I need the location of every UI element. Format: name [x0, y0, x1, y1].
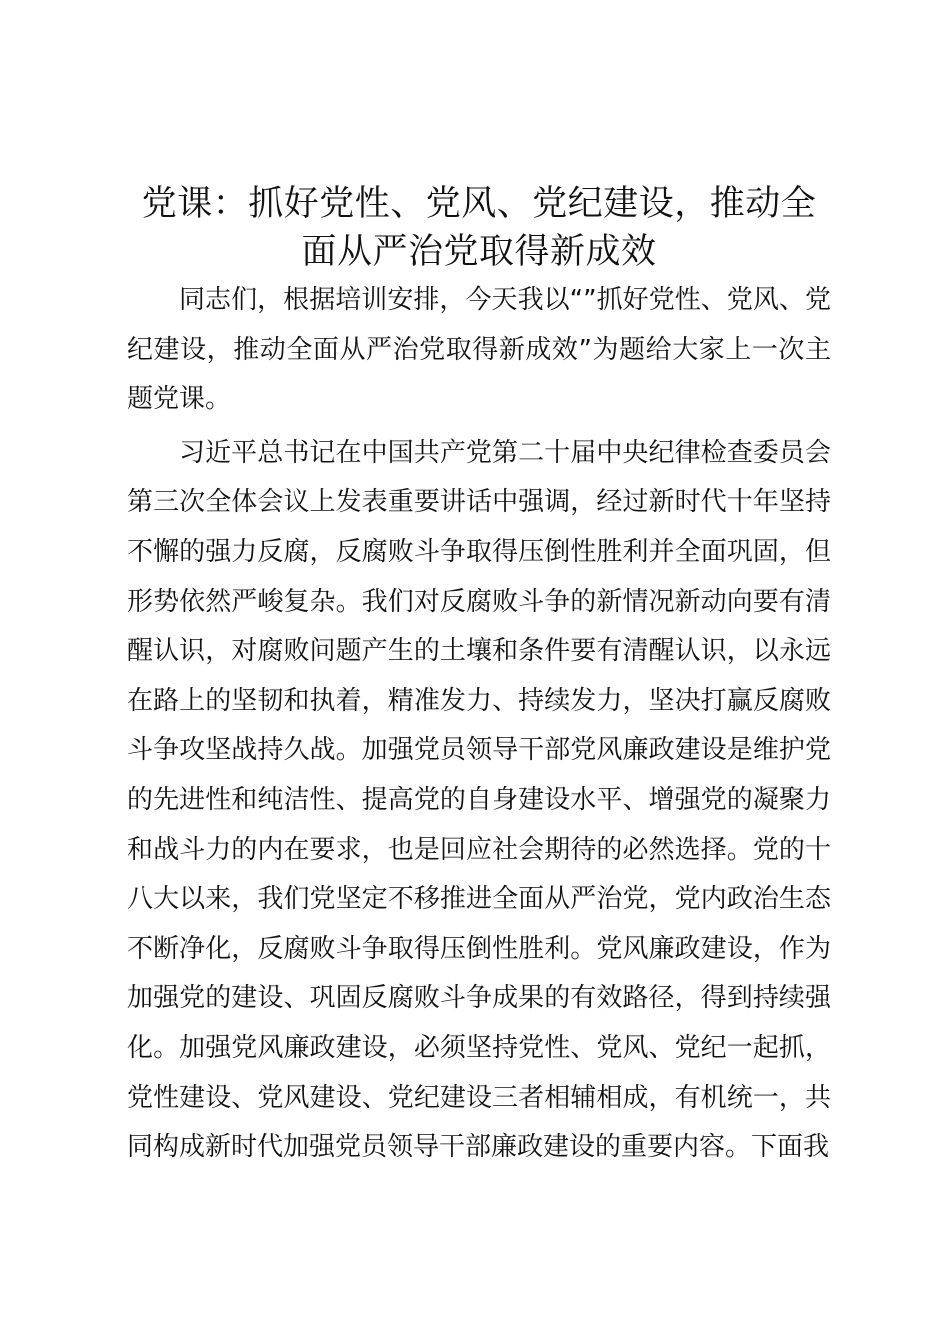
paragraph-body: 习近平总书记在中国共产党第二十届中央纪律检查委员会第三次全体会议上发表重要讲话中强调，经过新时代十年坚持不懈的强力反腐，反腐败斗争取得压倒性胜利并全面巩固，但形势依然严峻复杂。我们对反腐败斗争的新情况新动向要有清醒认识，对腐败问题产生的土壤和条件要有清醒认识，以永远在路上的坚韧和执着，精准发力、持续发力，坚决打赢反腐败斗争攻坚战持久战。加强党员领导干部党风廉政建设是维护党的先进性和纯洁性、提高党的自身建设水平、增强党的凝聚力和战斗力的内在要求，也是回应社会期待的必然选择。党的十八大以来，我们党坚定不移推进全面从严治党，党内政治生态不断净化，反腐败斗争取得压倒性胜利。党风廉政建设，作为加强党的建设、巩固反腐败斗争成果的有效路径，得到持续强化。加强党风廉政建设，必须坚持党性、党风、党纪一起抓，党性建设、党风建设、党纪建设三者相辅相成，有机统一，共同构成新时代加强党员领导干部廉政建设的重要内容。下面我 [127, 437, 831, 1163]
document-title: 党课：抓好党性、党风、党纪建设，推动全面从严治党取得新成效 [141, 184, 817, 272]
document-body [127, 180, 831, 1173]
paragraph-intro: 同志们，根据培训安排，今天我以“”抓好党性、党风、党纪建设，推动全面从严治党取得新成效”为题给大家上一次主题党课。 [127, 285, 831, 415]
